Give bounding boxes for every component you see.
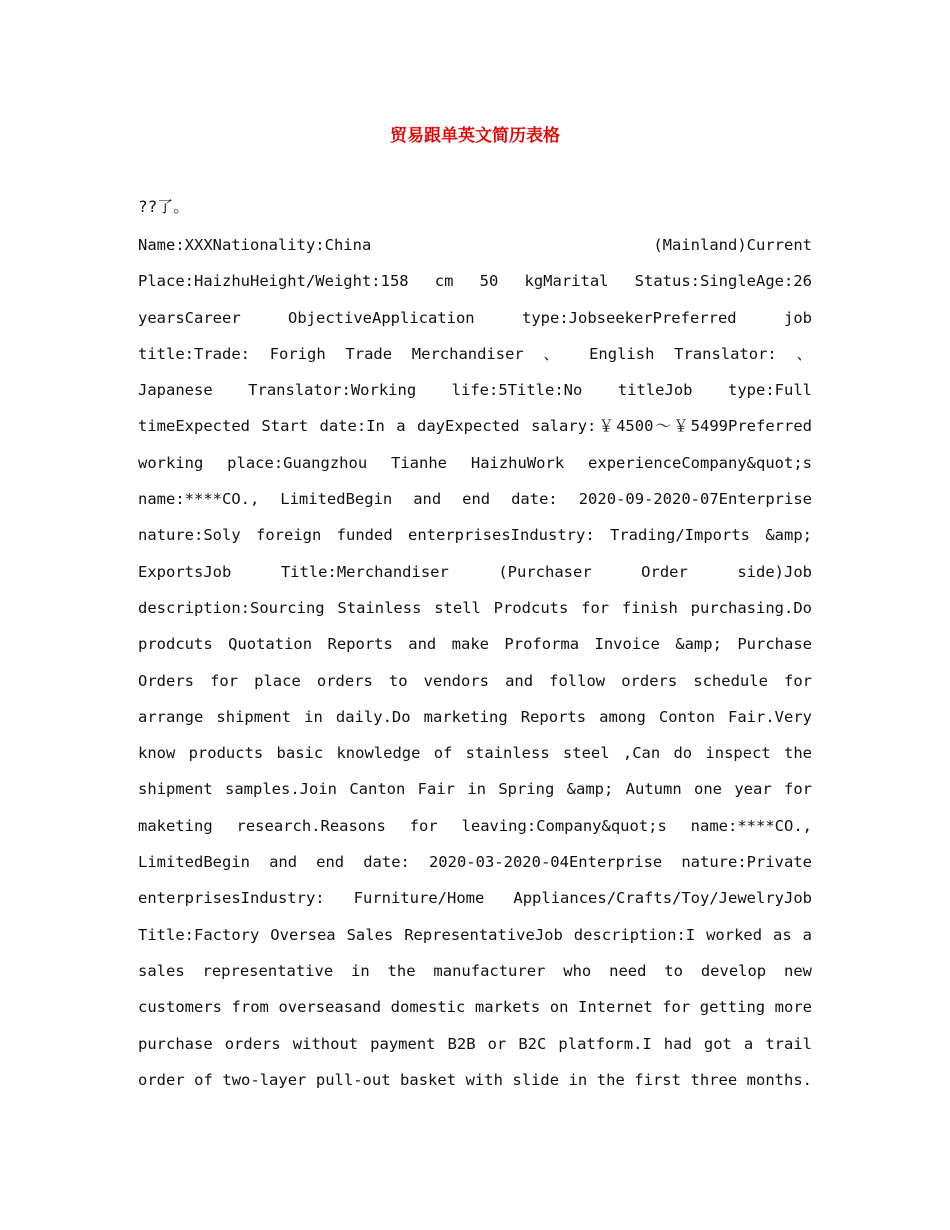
- resume-body-text: Name:XXXNationality:China (Mainland)Current Place:HaizhuHeight/Weight:158 cm 50 kgMarital Status:SingleAge:26 yearsCareer ObjectiveApplication type:JobseekerPreferred job title:Trade: Forigh Trade Merchandiser 、 English Translator: 、 Japanese Translator:Working life:5Title:No titleJob type:Full timeExpected Start date:In a dayExpected salary:￥4500～￥5499Preferred working place:Guangzhou Tianhe HaizhuWork experienceCompany&quot;s name:****CO., LimitedBegin and end date: 2020-09-2020-07Enterprise nature:Soly foreign funded enterprisesIndustry: Trading/Imports &amp; ExportsJob Title:Merchandiser (Purchaser Order side)Job description:Sourcing Stainless stell Prodcuts for finish purchasing.Do prodcuts Quotation Reports and make Proforma Invoice &amp; Purchase Orders for place orders to vendors and follow orders schedule for arrange shipment in daily.Do marketing Reports among Conton Fair.Very know products basic knowledge of stainless steel ,Can do inspect the shipment samples.Join Canton Fair in Spring &amp; Autumn one year for maketing research.Reasons for leaving:Company&quot;s name:****CO., LimitedBegin and end date: 2020-03-2020-04Enterprise nature:Private enterprisesIndustry: Furniture/Home Appliances/Crafts/Toy/JewelryJob Title:Factory Oversea Sales RepresentativeJob description:I worked as a sales representative in the manufacturer who need to develop new customers from overseasand domestic markets on Internet for getting more purchase orders without payment B2B or B2C platform.I had got a trail order of two-layer pull-out basket with slide in the first three months.: [138, 236, 812, 1089]
- intro-line: ??了。: [138, 197, 190, 216]
- document-title: 贸易跟单英文简历表格: [390, 126, 560, 146]
